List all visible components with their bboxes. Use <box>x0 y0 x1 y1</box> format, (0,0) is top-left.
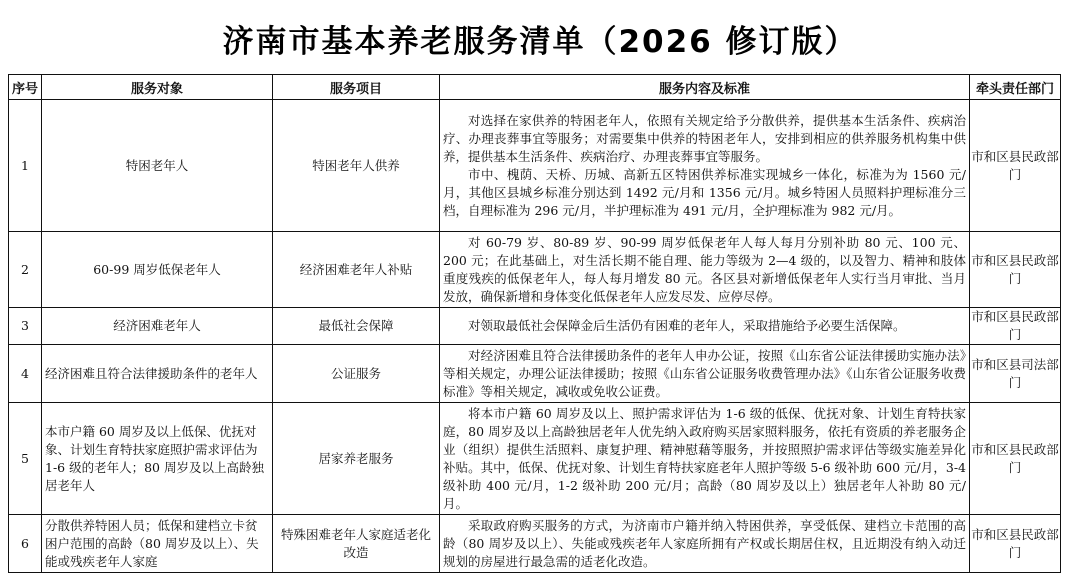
row-dept: 市和区县民政部门 <box>970 403 1061 515</box>
row-dept: 市和区县民政部门 <box>970 308 1061 345</box>
row-item: 最低社会保障 <box>273 308 440 345</box>
table-row <box>9 403 1061 515</box>
row-content <box>440 345 970 403</box>
table-row <box>9 515 1061 573</box>
row-content-paragraph: 将本市户籍 60 周岁及以上、照护需求评估为 1-6 级的低保、优抚对象、计划生育特扶家庭，80 周岁及以上高龄独居老年人优先纳入政府购买居家照料服务，依托有资质的养老服务企业（组织）提供生活照料、康复护理、精神慰藉等服务，并按照照护需求评估等级实施差异化补贴。其中，低保、优抚对象、计划生育特扶家庭老年人照护等级 5-6 级补助 600 元/月，3-4 级补助 400 元/月，1-2 级补助 200 元/月；高龄（80 周岁及以上）独居老年人补助 80 元/月。 <box>443 405 966 511</box>
row-content-paragraph: 对经济困难且符合法律援助条件的老年人申办公证，按照《山东省公证法律援助实施办法》等相关规定，办理公证法律援助；按照《山东省公证服务收费管理办法》《山东省公证服务收费标准》等相关规定，减收或免收公证费。 <box>443 347 966 399</box>
row-target: 分散供养特困人员；低保和建档立卡贫困户范围的高龄（80 周岁及以上）、失能或残疾老年人家庭 <box>42 515 273 573</box>
row-content <box>440 232 970 308</box>
row-content <box>440 100 970 232</box>
row-content-paragraph: 对领取最低社会保障金后生活仍有困难的老年人，采取措施给予必要生活保障。 <box>468 318 906 333</box>
table-row <box>9 232 1061 308</box>
row-no: 1 <box>9 100 42 232</box>
row-content <box>440 308 970 345</box>
row-content-paragraph: 市中、槐荫、天桥、历城、高新五区特困供养标准实现城乡一体化，标准为为 1560 元/月，其他区县城乡标准分别达到 1492 元/月和 1356 元/月。城乡特困人员照料护理标准分三档，自理标准为 296 元/月，半护理标准为 491 元/月，全护理标准为 982 元/月。 <box>443 166 966 218</box>
row-content <box>440 403 970 515</box>
row-content-paragraph: 对 60-79 岁、80-89 岁、90-99 周岁低保老年人每人每月分别补助 80 元、100 元、200 元；在此基础上，对生活长期不能自理、能力等级为 2—4 级的，以及智力、精神和肢体重度残疾的低保老年人，每人每月增发 80 元。各区县对新增低保老年人实行当月审批、当月发放，确保新增和身体变化低保老年人应发尽发、应停尽停。 <box>443 234 966 304</box>
header-dept: 牵头责任部门 <box>970 75 1061 100</box>
row-no: 6 <box>9 515 42 573</box>
table-row <box>9 345 1061 403</box>
row-target: 特困老年人 <box>42 100 273 232</box>
row-dept: 市和区县民政部门 <box>970 232 1061 308</box>
row-target: 60-99 周岁低保老年人 <box>42 232 273 308</box>
row-target: 经济困难老年人 <box>42 308 273 345</box>
row-no: 5 <box>9 403 42 515</box>
row-no: 3 <box>9 308 42 345</box>
row-target: 本市户籍 60 周岁及以上低保、优抚对象、计划生育特扶家庭照护需求评估为 1-6 级的老年人；80 周岁及以上高龄独居老年人 <box>42 403 273 515</box>
header-content: 服务内容及标准 <box>440 75 970 100</box>
header-target: 服务对象 <box>42 75 273 100</box>
page-title: 济南市基本养老服务清单（2026 修订版） <box>222 24 858 60</box>
header-no: 序号 <box>9 75 42 100</box>
row-dept: 市和区县司法部门 <box>970 345 1061 403</box>
header-item: 服务项目 <box>273 75 440 100</box>
row-item: 居家养老服务 <box>273 403 440 515</box>
row-target: 经济困难且符合法律援助条件的老年人 <box>42 345 273 403</box>
row-content-paragraph: 对选择在家供养的特困老年人，依照有关规定给予分散供养，提供基本生活条件、疾病治疗、办理丧葬事宜等服务；对需要集中供养的特困老年人，安排到相应的供养服务机构集中供养，提供基本生活条件、疾病治疗、办理丧葬事宜等服务。 <box>443 112 966 164</box>
row-item: 特殊困难老年人家庭适老化改造 <box>273 515 440 573</box>
row-dept: 市和区县民政部门 <box>970 515 1061 573</box>
row-no: 4 <box>9 345 42 403</box>
row-item: 特困老年人供养 <box>273 100 440 232</box>
row-item: 经济困难老年人补贴 <box>273 232 440 308</box>
row-content-paragraph: 采取政府购买服务的方式，为济南市户籍并纳入特困供养，享受低保、建档立卡范围的高龄（80 周岁及以上）、失能或残疾老年人家庭所拥有产权或长期居住权，且近期没有纳入动迁规划的房屋进行最急需的适老化改造。 <box>443 517 966 569</box>
table-row <box>9 100 1061 232</box>
row-content <box>440 515 970 573</box>
row-item: 公证服务 <box>273 345 440 403</box>
row-no: 2 <box>9 232 42 308</box>
table-header-row <box>9 75 1061 100</box>
row-dept: 市和区县民政部门 <box>970 100 1061 232</box>
service-list-table <box>8 74 1061 573</box>
table-row <box>9 308 1061 345</box>
